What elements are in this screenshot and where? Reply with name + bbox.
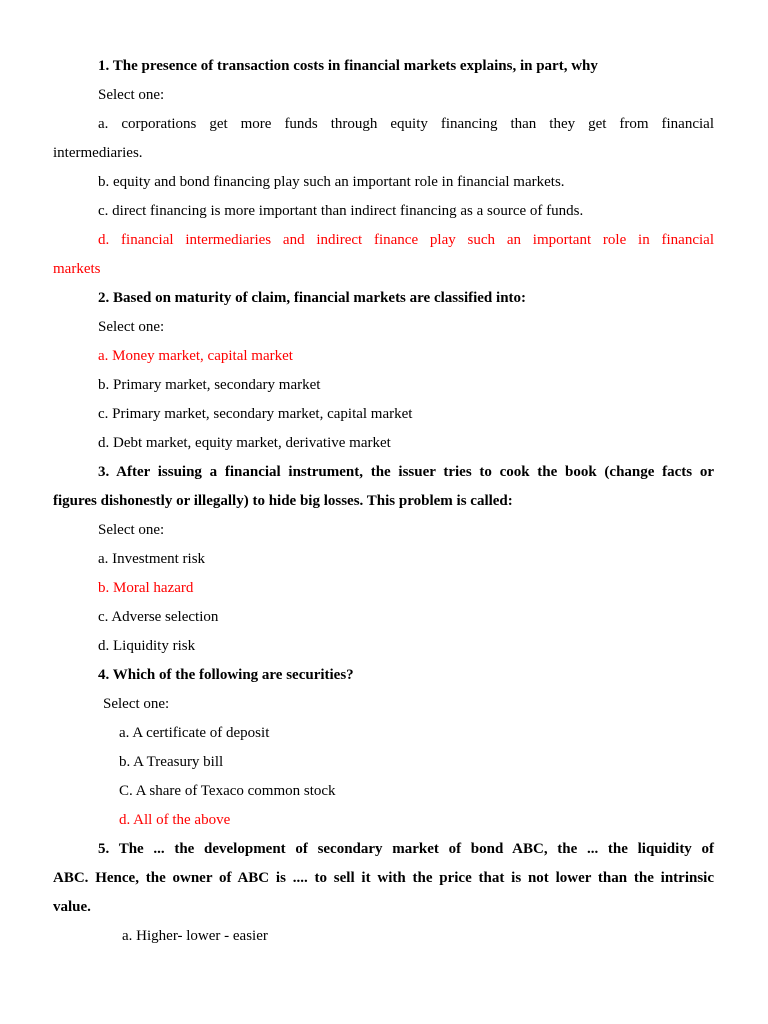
question-1-option-b[interactable]: b. equity and bond financing play such an important role in financial markets. xyxy=(98,174,565,190)
question-5-number: 5. xyxy=(98,841,110,857)
question-3-prompt: Select one: xyxy=(98,522,165,538)
question-1-option-c[interactable]: c. direct financing is more important than indirect financing as a source of funds. xyxy=(98,203,584,219)
question-4-option-d[interactable]: d. All of the above xyxy=(119,812,231,828)
question-2-number: 2. xyxy=(98,290,110,306)
question-4-option-c[interactable]: C. A share of Texaco common stock xyxy=(119,783,336,799)
question-1-prompt: Select one: xyxy=(98,87,165,103)
question-4-number: 4. xyxy=(98,667,110,683)
question-3-option-d[interactable]: d. Liquidity risk xyxy=(98,638,196,654)
question-3-stem-line-1 xyxy=(98,463,714,481)
question-4-stem-line-1: Which of the following are securities? xyxy=(112,667,354,683)
question-1-option-a-line-2[interactable]: intermediaries. xyxy=(53,145,143,161)
question-2-option-b[interactable]: b. Primary market, secondary market xyxy=(98,377,321,393)
question-2-stem-line-1: Based on maturity of claim, financial markets are classified into: xyxy=(113,290,527,306)
question-4-prompt: Select one: xyxy=(103,696,170,712)
question-3-option-b[interactable]: b. Moral hazard xyxy=(98,580,194,596)
question-4-option-a[interactable]: a. A certificate of deposit xyxy=(119,725,270,741)
question-1-number: 1. xyxy=(98,58,110,74)
question-5-stem-line-3: value. xyxy=(53,899,91,915)
question-5-stem-line-2: ABC. Hence, the owner of ABC is .... to sell it with the price that is not lower than the intrinsic xyxy=(53,870,714,886)
question-1-option-d-line-1[interactable]: d. financial intermediaries and indirect finance play such an important role in financial xyxy=(98,232,714,248)
question-2-prompt: Select one: xyxy=(98,319,165,335)
question-4-stem xyxy=(98,666,354,684)
question-3-stem-text-1: After issuing a financial instrument, the issuer tries to cook the book (change facts or xyxy=(116,464,714,480)
question-1-stem xyxy=(98,57,598,75)
question-4-option-b[interactable]: b. A Treasury bill xyxy=(119,754,224,770)
question-2-option-a[interactable]: a. Money market, capital market xyxy=(98,348,293,364)
question-3-option-c[interactable]: c. Adverse selection xyxy=(98,609,219,625)
question-5-stem-line-1 xyxy=(98,840,714,858)
question-2-stem xyxy=(98,289,526,307)
question-1-stem-line-1: The presence of transaction costs in financial markets explains, in part, why xyxy=(112,58,598,74)
question-1-option-d-line-2[interactable]: markets xyxy=(53,261,101,277)
question-5-option-a[interactable]: a. Higher- lower - easier xyxy=(122,928,268,944)
question-3-option-a[interactable]: a. Investment risk xyxy=(98,551,206,567)
question-1-option-a-line-1[interactable]: a. corporations get more funds through equity financing than they get from financial xyxy=(98,116,714,132)
question-2-option-d[interactable]: d. Debt market, equity market, derivative market xyxy=(98,435,391,451)
question-5-stem-text-1: The ... the development of secondary market of bond ABC, the ... the liquidity of xyxy=(118,841,715,857)
question-3-stem-line-2: figures dishonestly or illegally) to hide big losses. This problem is called: xyxy=(53,493,513,509)
question-3-number: 3. xyxy=(98,464,110,480)
question-2-option-c[interactable]: c. Primary market, secondary market, capital market xyxy=(98,406,413,422)
